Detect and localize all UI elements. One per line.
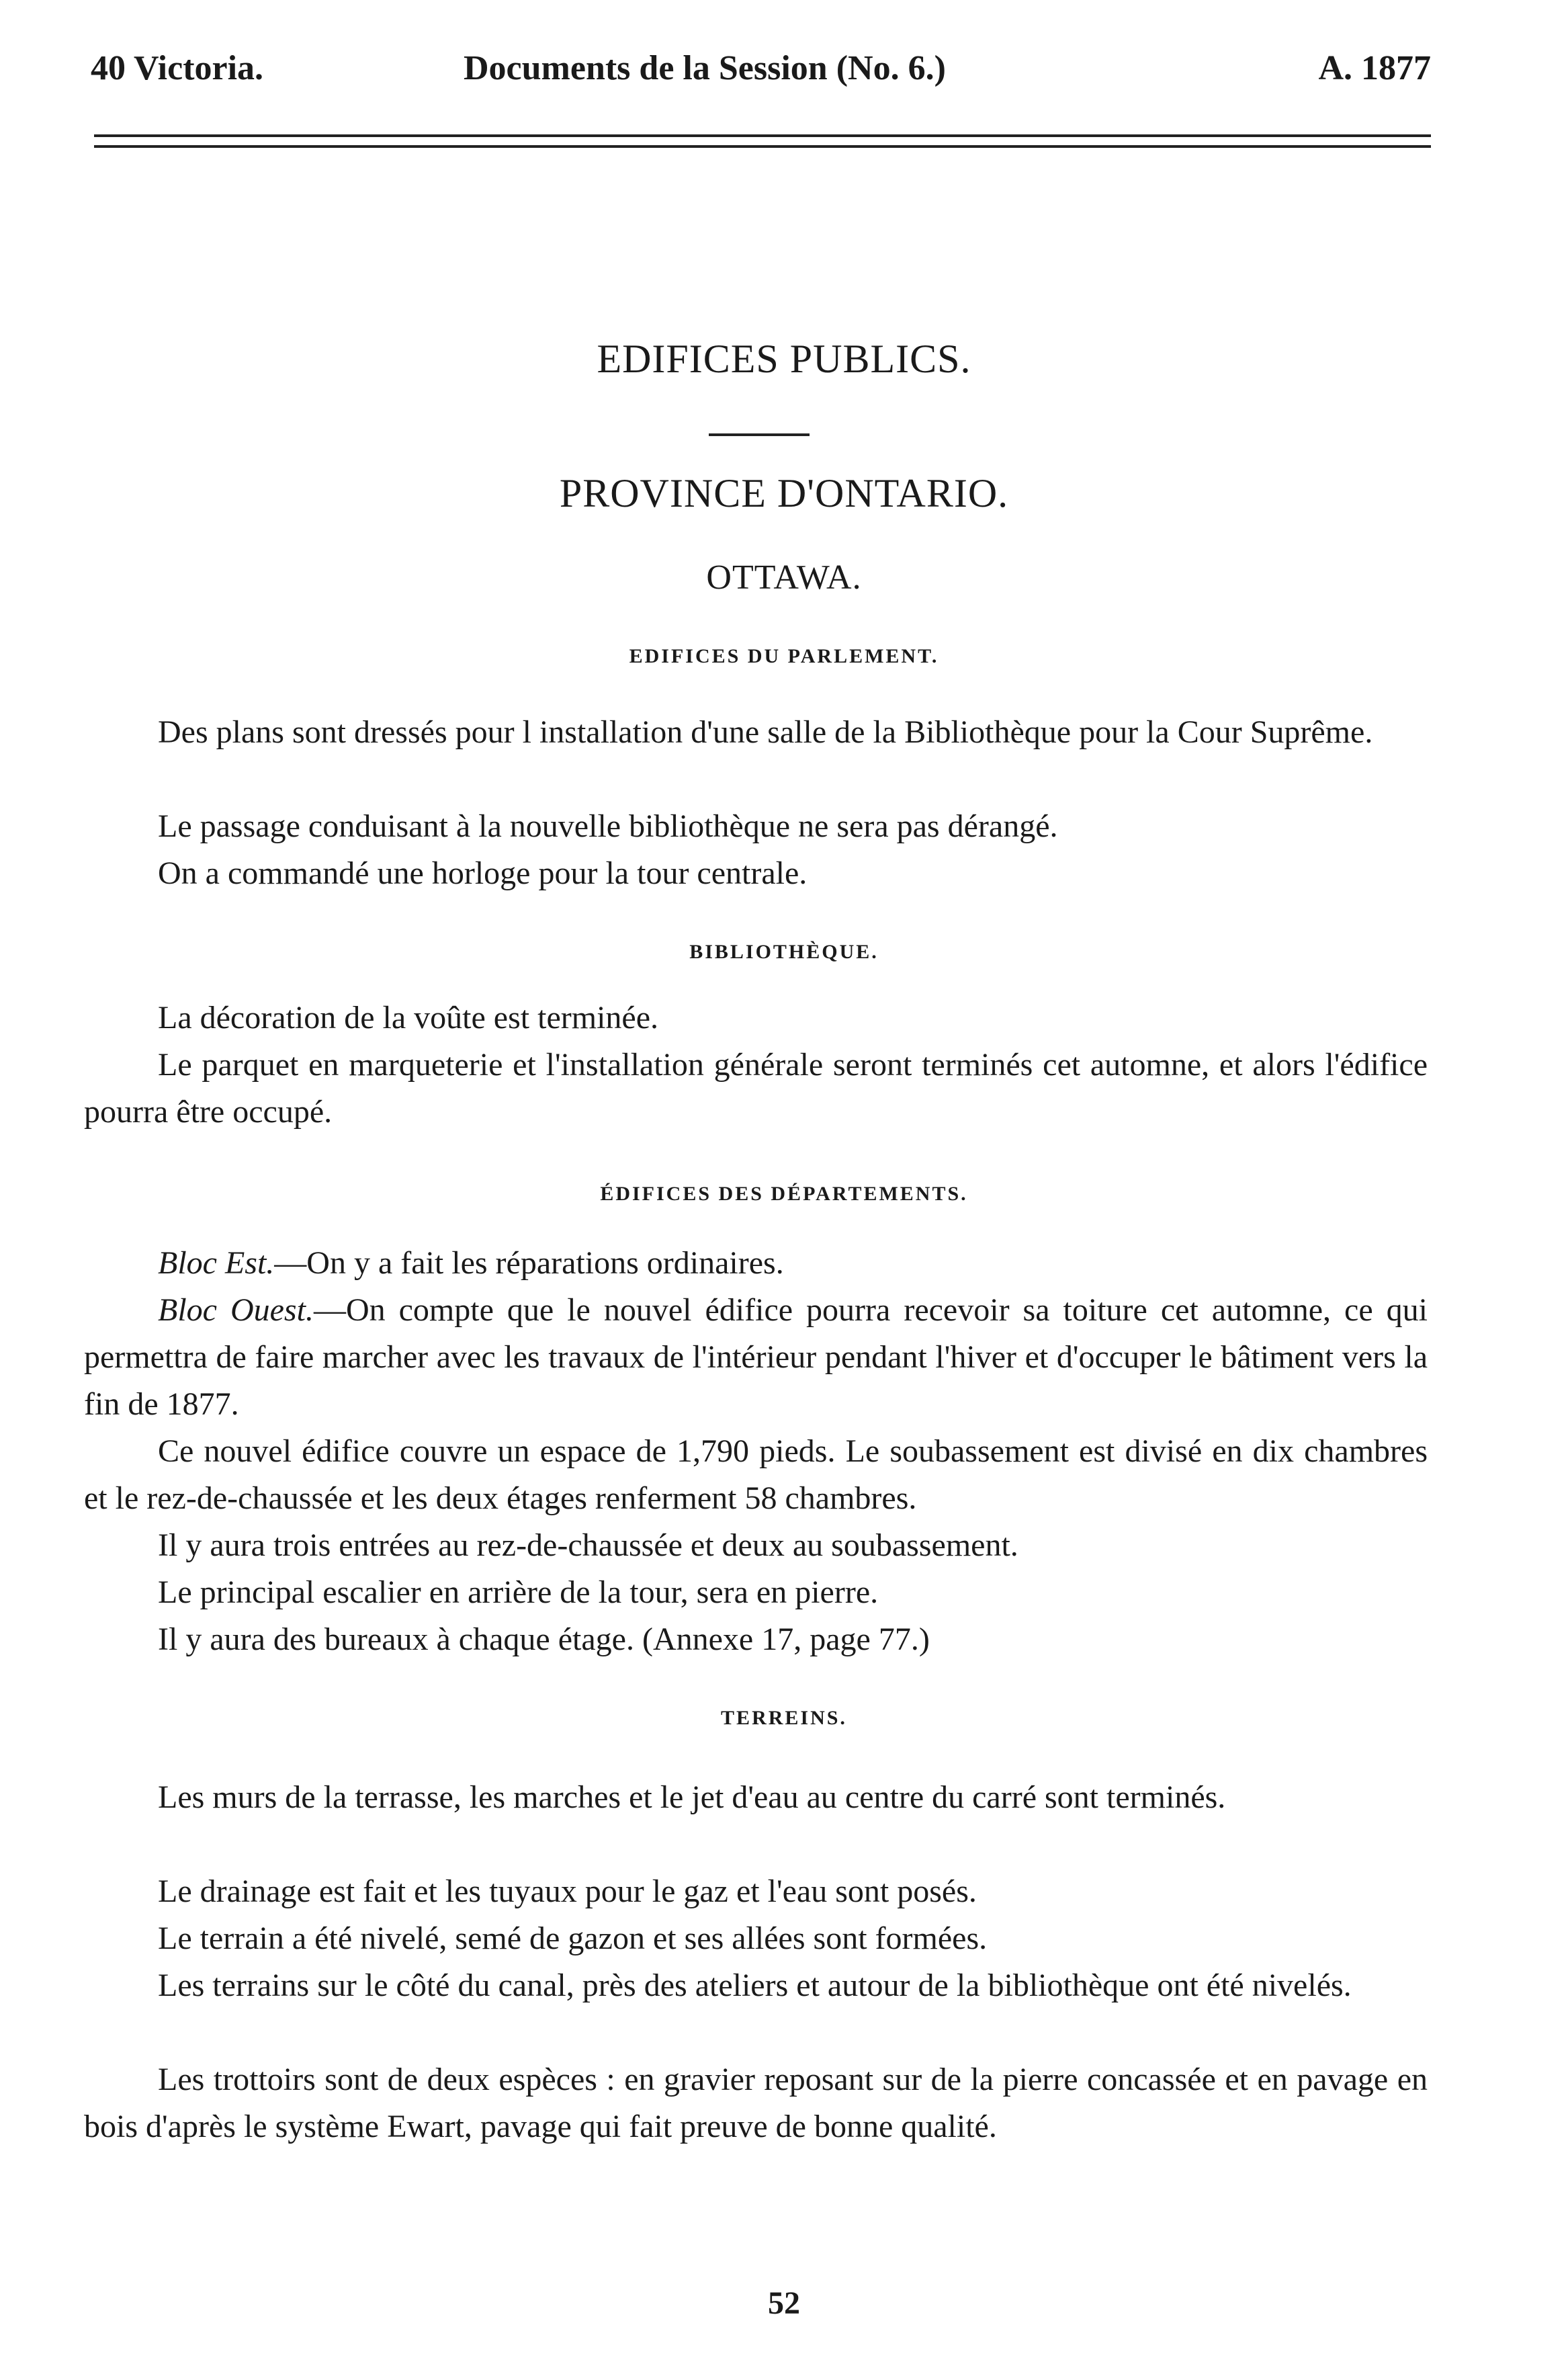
paragraph: Le parquet en marqueterie et l'installation générale seront terminés cet automne, et alors l'édifice pourra être occupé. [84,1047,1428,1130]
main-title: EDIFICES PUBLICS. [597,337,971,381]
paragraph: Les murs de la terrasse, les marches et le jet d'eau au centre du carré sont terminés. [158,1779,1226,1815]
bloc-est-label: Bloc Est. [158,1245,275,1281]
paragraph: Il y aura trois entrées au rez-de-chaussée et deux au soubassement. [158,1527,1018,1563]
title-divider [709,433,810,436]
paragraph-text: —On compte que le nouvel édifice pourra recevoir sa toiture cet automne, ce qui permettra de faire marcher avec les travaux de l'intérieur pendant l'hiver et d'occuper le bâtiment vers la fin de 1877. [84,1292,1428,1422]
header-rule [94,134,1431,148]
section-heading-departements: ÉDIFICES DES DÉPARTEMENTS. [600,1183,968,1205]
paragraph-text: —On y a fait les réparations ordinaires. [274,1245,784,1281]
header-left: 40 Victoria. [91,49,264,87]
paragraph: Les trottoirs sont de deux espèces : en gravier reposant sur de la pierre concassée et en pavage en bois d'après le système Ewart, pavage qui fait preuve de bonne qualité. [84,2062,1428,2144]
running-header [91,48,1431,102]
paragraph [84,1240,1428,1287]
paragraph: Le terrain a été nivelé, semé de gazon et ses allées sont formées. [158,1921,988,1956]
city-title: OTTAWA. [706,558,862,597]
paragraph: Les terrains sur le côté du canal, près des ateliers et autour de la bibliothèque ont été nivelés. [158,1968,1352,2003]
page-number: 52 [768,2285,800,2321]
paragraph: Il y aura des bureaux à chaque étage. (Annexe 17, page 77.) [158,1621,930,1657]
paragraph: Le drainage est fait et les tuyaux pour le gaz et l'eau sont posés. [158,1873,977,1909]
bloc-ouest-label: Bloc Ouest. [158,1292,314,1328]
paragraph: Le principal escalier en arrière de la tour, sera en pierre. [158,1574,879,1610]
paragraph: Des plans sont dressés pour l installation d'une salle de la Bibliothèque pour la Cour Suprême. [158,714,1373,750]
paragraph: La décoration de la voûte est terminée. [158,1000,659,1036]
section-heading-bibliotheque: BIBLIOTHÈQUE. [689,941,879,963]
header-right: A. 1877 [1318,49,1431,87]
paragraph: Ce nouvel édifice couvre un espace de 1,790 pieds. Le soubassement est divisé en dix chambres et le rez-de-chaussée et les deux étages renferment 58 chambres. [84,1433,1428,1516]
header-center: Documents de la Session (No. 6.) [464,49,946,87]
paragraph: On a commandé une horloge pour la tour centrale. [158,855,808,891]
section-heading-parlement: EDIFICES DU PARLEMENT. [629,645,939,667]
paragraph [84,1287,1428,1428]
province-title: PROVINCE D'ONTARIO. [559,471,1009,515]
paragraph: Le passage conduisant à la nouvelle bibliothèque ne sera pas dérangé. [158,808,1058,844]
section-heading-terreins: TERREINS. [721,1707,847,1729]
